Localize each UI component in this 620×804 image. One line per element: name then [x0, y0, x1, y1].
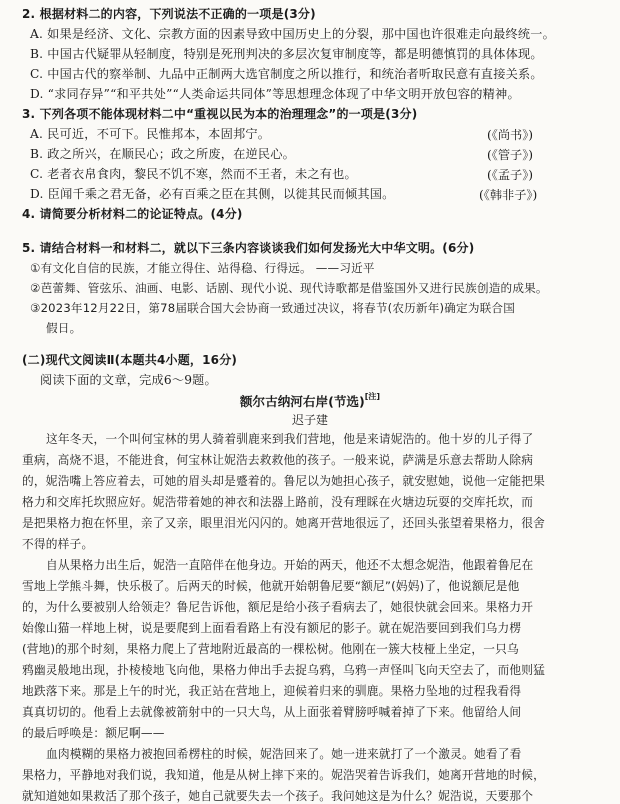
- passage-line: 始像山猫一样地上树，说是要爬到上面看看路上有没有额尼的影子。就在妮浩要回到我们乌力楞: [22, 621, 522, 635]
- passage-line: 地跌落下来。那是上午的时光，我正站在营地上，迎候着归来的驯鹿。果格力坠地的过程我看得: [22, 684, 522, 698]
- q3-option-d-source: (《韩非子》): [479, 188, 538, 202]
- passage-line: 的，妮浩嘴上答应着去，可她的眉头却是蹙着的。鲁尼以为她担心孩子，就安慰她，说他一定能把果: [22, 474, 546, 488]
- q3-option-a-source: (《尚书》): [487, 128, 534, 142]
- section-heading: (二)现代文阅读Ⅱ(本题共4小题，16分): [22, 353, 238, 367]
- q3-option-d: D. 臣闻千乘之君无备，必有百乘之臣在其侧，以徙其民而倾其国。: [30, 187, 395, 201]
- q2-option-d: D. “求同存异”“和平共处”“人类命运共同体”等思想理念体现了中华文明开放包容的精神。: [30, 87, 520, 101]
- passage-line: 果格力，平静地对我们说，我知道，他是从树上摔下来的。妮浩哭着告诉我们，她离开营地的时候，: [22, 768, 546, 782]
- q3-stem: 3. 下列各项不能体现材料二中“重视以民为本的治理理念”的一项是(3分): [22, 107, 418, 121]
- q5-item-1: ①有文化自信的民族，才能立得住、站得稳、行得远。 ——习近平: [30, 261, 375, 275]
- passage-line: 的最后呼唤是：额尼啊——: [22, 726, 165, 740]
- q2-option-b: B. 中国古代疑罪从轻制度，特别是死刑判决的多层次复审制度等，都是明德慎罚的具体体现。: [30, 47, 543, 61]
- q5-item-2: ②芭蕾舞、管弦乐、油画、电影、话剧、现代小说、现代诗歌都是借鉴国外又进行民族创造的成果。: [30, 281, 548, 295]
- passage-line: 格力和交库托坎照应好。妮浩带着她的神衣和法器上路前，没有理睬在火塘边玩耍的交库托坎，而: [22, 495, 534, 509]
- passage-line: 这年冬天，一个叫何宝林的男人骑着驯鹿来到我们营地，他是来请妮浩的。他十岁的儿子得了: [46, 432, 534, 446]
- q3-option-b-source: (《管子》): [487, 148, 534, 162]
- q2-option-c: C. 中国古代的察举制、九品中正制两大选官制度之所以推行，和统治者听取民意有直接关系。: [30, 67, 543, 81]
- q3-option-c-source: (《孟子》): [487, 168, 534, 182]
- passage-line: 的，为什么要被别人给领走？鲁尼告诉他，额尼是给小孩子看病去了，她很快就会回来。果格力开: [22, 600, 534, 614]
- q4-stem: 4. 请简要分析材料二的论证特点。(4分): [22, 207, 243, 221]
- passage-line: 不得的样子。: [22, 537, 94, 551]
- q3-option-b: B. 政之所兴，在顺民心；政之所废，在逆民心。: [30, 147, 296, 161]
- passage-line: 就知道她如果救活了那个孩子，她自己就要失去一个孩子。我问她这是为什么？妮浩说，天要那个: [22, 789, 534, 803]
- passage-title-text: 额尔古纳河右岸(节选): [239, 394, 365, 409]
- passage-line: 重病，高烧不退，不能进食，何宝林让妮浩去救救他的孩子。一般来说，萨满是乐意去帮助人除病: [22, 453, 534, 467]
- passage-line: 是把果格力抱在怀里，亲了又亲，眼里泪光闪闪的。她离开营地很远了，还回头张望着果格力，很舍: [22, 516, 546, 530]
- section-instruction: 阅读下面的文章，完成6～9题。: [40, 373, 217, 387]
- passage-title-note: [注]: [364, 392, 381, 401]
- q5-stem: 5. 请结合材料一和材料二，就以下三条内容谈谈我们如何发扬光大中华文明。(6分): [22, 241, 475, 255]
- passage-title: [0, 391, 620, 410]
- passage-line: 雪地上学熊斗舞，快乐极了。后两天的时候，他就开始朝鲁尼要“额尼”(妈妈)了，他说额尼是他: [22, 579, 520, 593]
- passage-line: 鸦幽灵般地出现，扑棱棱地飞向他，果格力伸出手去捉乌鸦，乌鸦一声怪叫飞向天空去了，而他则猛: [22, 663, 546, 677]
- q2-option-a: A. 如果是经济、文化、宗教方面的因素导致中国历史上的分裂，那中国也许很难走向最终统一。: [30, 27, 556, 41]
- passage-line: 血肉模糊的果格力被抱回希楞柱的时候，妮浩回来了。她一进来就打了一个激灵。她看了看: [46, 747, 522, 761]
- q3-option-c: C. 老者衣帛食肉，黎民不饥不寒，然而不王者，未之有也。: [30, 167, 357, 181]
- q5-item-3: ③2023年12月22日，第78届联合国大会协商一致通过决议，将春节(农历新年)确定为联合国: [30, 301, 515, 315]
- passage-line: (营地)的那个时刻，果格力爬上了营地附近最高的一棵松树。他刚在一簇大枝桠上坐定，一只乌: [22, 642, 519, 656]
- q2-stem: 2. 根据材料二的内容，下列说法不正确的一项是(3分): [22, 7, 316, 21]
- passage-line: 真真切切的。他看上去就像被箭射中的一只大鸟，从上面张着臂膀呼喊着掉了下来。他留给人间: [22, 705, 522, 719]
- passage-author: 迟子建: [291, 413, 328, 427]
- q5-item-3-cont: 假日。: [46, 321, 82, 335]
- passage-line: 自从果格力出生后，妮浩一直陪伴在他身边。开始的两天，他还不太想念妮浩，他跟着鲁尼在: [46, 558, 534, 572]
- q3-option-a: A. 民可近，不可下。民惟邦本，本固邦宁。: [30, 127, 271, 141]
